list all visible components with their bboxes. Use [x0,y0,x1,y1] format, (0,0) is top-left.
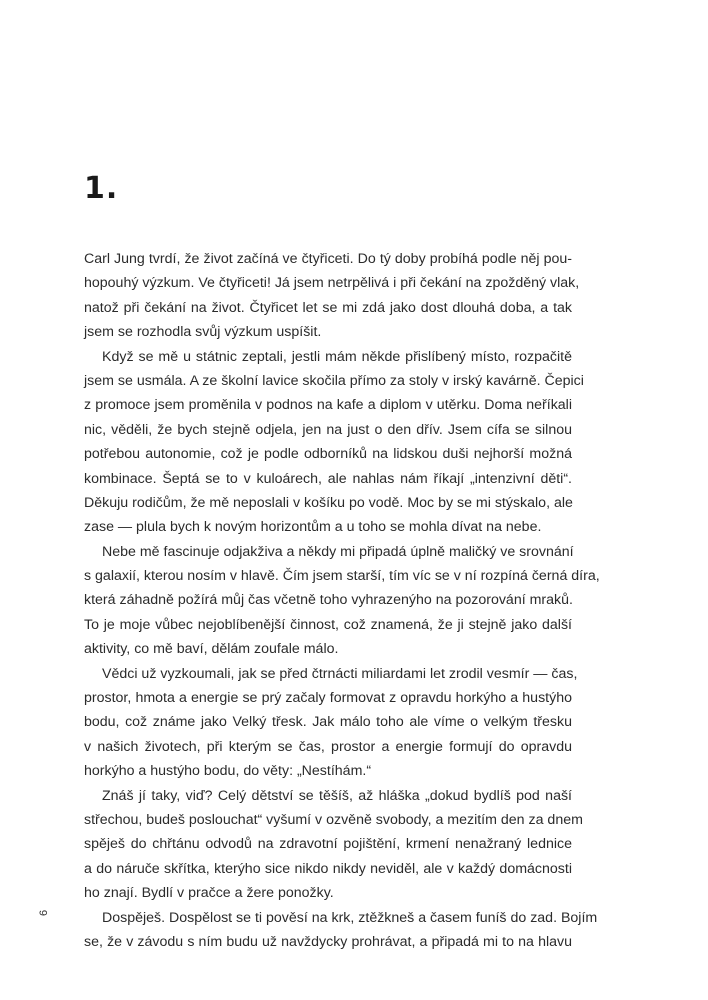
text-line: Nebe mě fascinuje odjakživa a někdy mi připadá úplně maličký ve srovnání [102,543,574,560]
text-line: s galaxií, kterou nosím v hlavě. Čím jsem starší, tím víc se v ní rozpíná černá díra, [84,568,600,585]
text-line: která záhadně požírá můj čas včetně toho vyhrazenýho na pozorování mraků. [84,592,573,609]
text-line: aktivity, co mě baví, dělám zoufale málo. [84,641,339,658]
text-line: kombinace. Šeptá se to v kuloárech, ale nahlas nám říkají „intenzivní děti“. [84,470,572,487]
text-line: Vědci už vyzkoumali, jak se před čtrnácti miliardami let zrodil vesmír — čas, [102,665,578,682]
text-line: natož při čekání na život. Čtyřicet let se mi zdá jako dost dlouhá doba, a tak [84,299,572,316]
text-line: a do náruče skřítka, kterýho sice nikdo nikdy neviděl, ale v každý domácnosti [84,860,572,877]
body-text [84,247,600,954]
page-number: 6 [38,909,50,916]
text-line: Děkuju rodičům, že mě neposlali v košíku po vodě. Moc by se mi stýskalo, ale [84,494,573,511]
text-line: To je moje vůbec nejoblíbenější činnost, což znamená, že ji stejně jako další [84,616,572,633]
text-line: střechou, budeš poslouchat“ vyšumí v ozvěně svobody, a mezitím den za dnem [84,811,583,828]
text-line: prostor, hmota a energie se prý začaly formovat z opravdu horkýho a hustýho [84,690,572,707]
text-line: potřebou autonomie, což je podle odborníků na lidskou duši nejhorší možná [84,446,572,463]
text-line: jsem se rozhodla svůj výzkum uspíšit. [84,324,322,341]
text-line: Znáš jí taky, viď? Celý dětství se těšíš, až hláška „dokud bydlíš pod naší [102,787,572,804]
text-line: Když se mě u státnic zeptali, jestli mám někde přislíbený místo, rozpačitě [102,348,572,365]
text-line: bodu, což známe jako Velký třesk. Jak málo toho ale víme o velkým třesku [84,714,572,731]
text-line: nic, věděli, že bych stejně odjela, jen na just o den dřív. Jsem cífa se silnou [84,421,572,438]
text-line: hopouhý výzkum. Ve čtyřiceti! Já jsem netrpělivá i při čekání na zpožděný vlak, [84,275,580,292]
text-line: zase — plula bych k novým horizontům a u toho se mohla dívat na nebe. [84,519,542,536]
text-line: ho znají. Bydlí v pračce a žere ponožky. [84,885,334,902]
text-line: spěješ do chřtánu odvodů na zdravotní pojištění, krmení nenažraný lednice [84,836,572,853]
chapter-number: 1. [84,171,119,206]
text-line: se, že v závodu s ním budu už navždycky prohrávat, a připadá mi to na hlavu [84,933,572,950]
text-line: horkýho a hustýho bodu, do věty: „Nestíhám.“ [84,763,372,780]
text-line: Carl Jung tvrdí, že život začíná ve čtyřiceti. Do tý doby probíhá podle něj pou- [84,251,572,267]
text-line: Dospěješ. Dospělost se ti pověsí na krk, ztěžkneš a časem funíš do zad. Bojím [102,909,598,926]
text-line: z promoce jsem proměnila v podnos na kafe a diplom v utěrku. Doma neříkali [84,397,572,414]
text-line: jsem se usmála. A ze školní lavice skočila přímo za stoly v irský kavárně. Čepici [84,372,584,389]
text-line: v našich životech, při kterým se čas, prostor a energie formují do opravdu [84,738,572,755]
